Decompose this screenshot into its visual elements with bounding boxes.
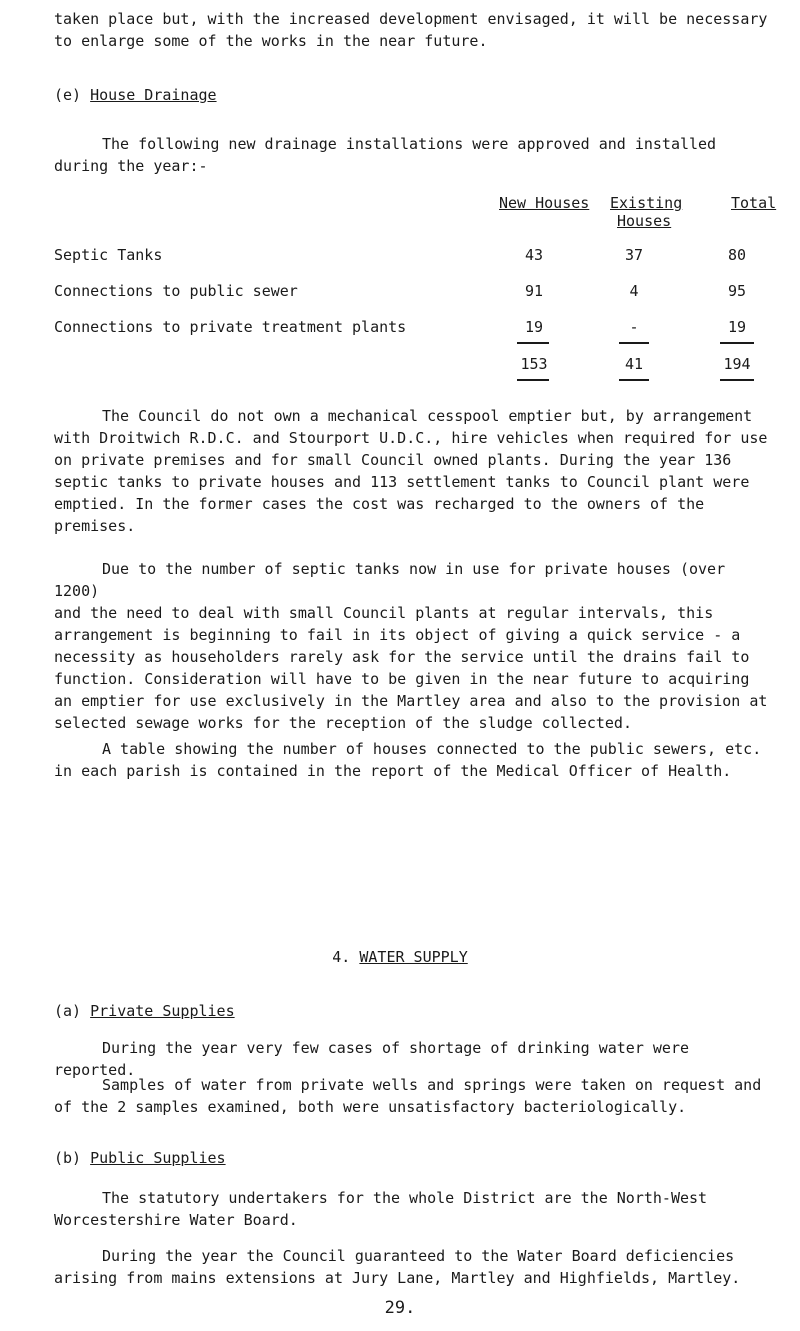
col-header-houses: Houses bbox=[617, 212, 672, 230]
rule-divider bbox=[619, 342, 649, 344]
cell-total: 95 bbox=[727, 282, 747, 300]
private-supplies-para2 bbox=[54, 1074, 769, 1118]
para-line: Due to the number of septic tanks now in use for private houses (over 1200) bbox=[54, 560, 726, 600]
para-line: of the 2 samples examined, both were unsatisfactory bacteriologically. bbox=[54, 1098, 687, 1116]
sewers-table-paragraph bbox=[54, 738, 769, 782]
para-line: function. Consideration will have to be given in the near future to acquiring bbox=[54, 670, 750, 688]
row-label: Connections to public sewer bbox=[54, 282, 298, 300]
para-line: on private premises and for small Council owned plants. During the year 136 bbox=[54, 451, 732, 469]
rule-divider bbox=[720, 379, 754, 381]
para-line: septic tanks to private houses and 113 settlement tanks to Council plant were bbox=[54, 473, 750, 491]
drainage-intro bbox=[54, 133, 769, 177]
table-total-row bbox=[54, 353, 769, 375]
total-new: 153 bbox=[520, 355, 548, 373]
public-supplies-para1 bbox=[54, 1187, 769, 1231]
intro-line: The following new drainage installations were approved and installed bbox=[102, 135, 717, 153]
para-line: premises. bbox=[54, 517, 136, 535]
cell-existing: - bbox=[629, 318, 639, 336]
para-line: arrangement is beginning to fail in its object of giving a quick service - a bbox=[54, 626, 741, 644]
public-supplies-para2 bbox=[54, 1245, 769, 1289]
section-title: WATER SUPPLY bbox=[359, 948, 468, 966]
section-title: Private Supplies bbox=[90, 1002, 235, 1020]
para-line: selected sewage works for the reception of the sludge collected. bbox=[54, 714, 632, 732]
section-4-heading bbox=[0, 946, 800, 968]
total-total: 194 bbox=[723, 355, 751, 373]
intro-line: during the year:- bbox=[54, 157, 208, 175]
section-title: House Drainage bbox=[90, 86, 217, 104]
subsection-b-heading bbox=[54, 1147, 769, 1169]
septic-tanks-paragraph bbox=[54, 558, 769, 734]
para-line: and the need to deal with small Council plants at regular intervals, this bbox=[54, 604, 714, 622]
section-e-heading bbox=[54, 84, 769, 106]
col-header-existing: Existing bbox=[610, 194, 683, 212]
intro-paragraph bbox=[54, 8, 769, 52]
table-header-row-2 bbox=[54, 210, 769, 232]
cell-new: 91 bbox=[524, 282, 544, 300]
section-letter: (a) bbox=[54, 1002, 82, 1020]
para-line: an emptier for use exclusively in the Martley area and also to the provision at bbox=[54, 692, 768, 710]
para-line: emptied. In the former cases the cost was recharged to the owners of the bbox=[54, 495, 705, 513]
table-row bbox=[54, 316, 769, 338]
table-row bbox=[54, 244, 769, 266]
para-line: During the year the Council guaranteed to the Water Board deficiencies bbox=[102, 1247, 735, 1265]
subsection-a-heading bbox=[54, 1000, 769, 1022]
intro-line: to enlarge some of the works in the near future. bbox=[54, 32, 488, 50]
table-row bbox=[54, 280, 769, 302]
col-header-new-houses: New Houses bbox=[499, 194, 590, 212]
para-line: Worcestershire Water Board. bbox=[54, 1211, 298, 1229]
cell-total: 19 bbox=[727, 318, 747, 336]
para-line: A table showing the number of houses connected to the public sewers, etc. bbox=[102, 740, 762, 758]
para-line: During the year very few cases of shortage of drinking water were reported. bbox=[54, 1039, 689, 1079]
cell-new: 43 bbox=[524, 246, 544, 264]
para-line: The Council do not own a mechanical cesspool emptier but, by arrangement bbox=[102, 407, 753, 425]
rule-divider bbox=[517, 342, 549, 344]
cesspool-paragraph bbox=[54, 405, 769, 537]
para-line: Samples of water from private wells and springs were taken on request and bbox=[102, 1076, 762, 1094]
para-line: necessity as householders rarely ask for the service until the drains fail to bbox=[54, 648, 750, 666]
cell-existing: 37 bbox=[624, 246, 644, 264]
section-letter: (b) bbox=[54, 1149, 82, 1167]
section-title: Public Supplies bbox=[90, 1149, 226, 1167]
rule-divider bbox=[619, 379, 649, 381]
para-line: with Droitwich R.D.C. and Stourport U.D.C., hire vehicles when required for use bbox=[54, 429, 768, 447]
row-label: Connections to private treatment plants bbox=[54, 318, 407, 336]
para-line: in each parish is contained in the report of the Medical Officer of Health. bbox=[54, 762, 732, 780]
cell-new: 19 bbox=[524, 318, 544, 336]
row-label: Septic Tanks bbox=[54, 246, 163, 264]
cell-total: 80 bbox=[727, 246, 747, 264]
total-existing: 41 bbox=[624, 355, 644, 373]
intro-line: taken place but, with the increased development envisaged, it will be necessary bbox=[54, 10, 768, 28]
page-number: 29. bbox=[384, 1298, 416, 1318]
col-header-total: Total bbox=[731, 194, 777, 212]
para-line: The statutory undertakers for the whole District are the North-West bbox=[102, 1189, 708, 1207]
rule-divider bbox=[517, 379, 549, 381]
cell-existing: 4 bbox=[629, 282, 639, 300]
section-letter: (e) bbox=[54, 86, 82, 104]
section-number: 4. bbox=[332, 948, 351, 966]
rule-divider bbox=[720, 342, 754, 344]
para-line: arising from mains extensions at Jury Lane, Martley and Highfields, Martley. bbox=[54, 1269, 741, 1287]
